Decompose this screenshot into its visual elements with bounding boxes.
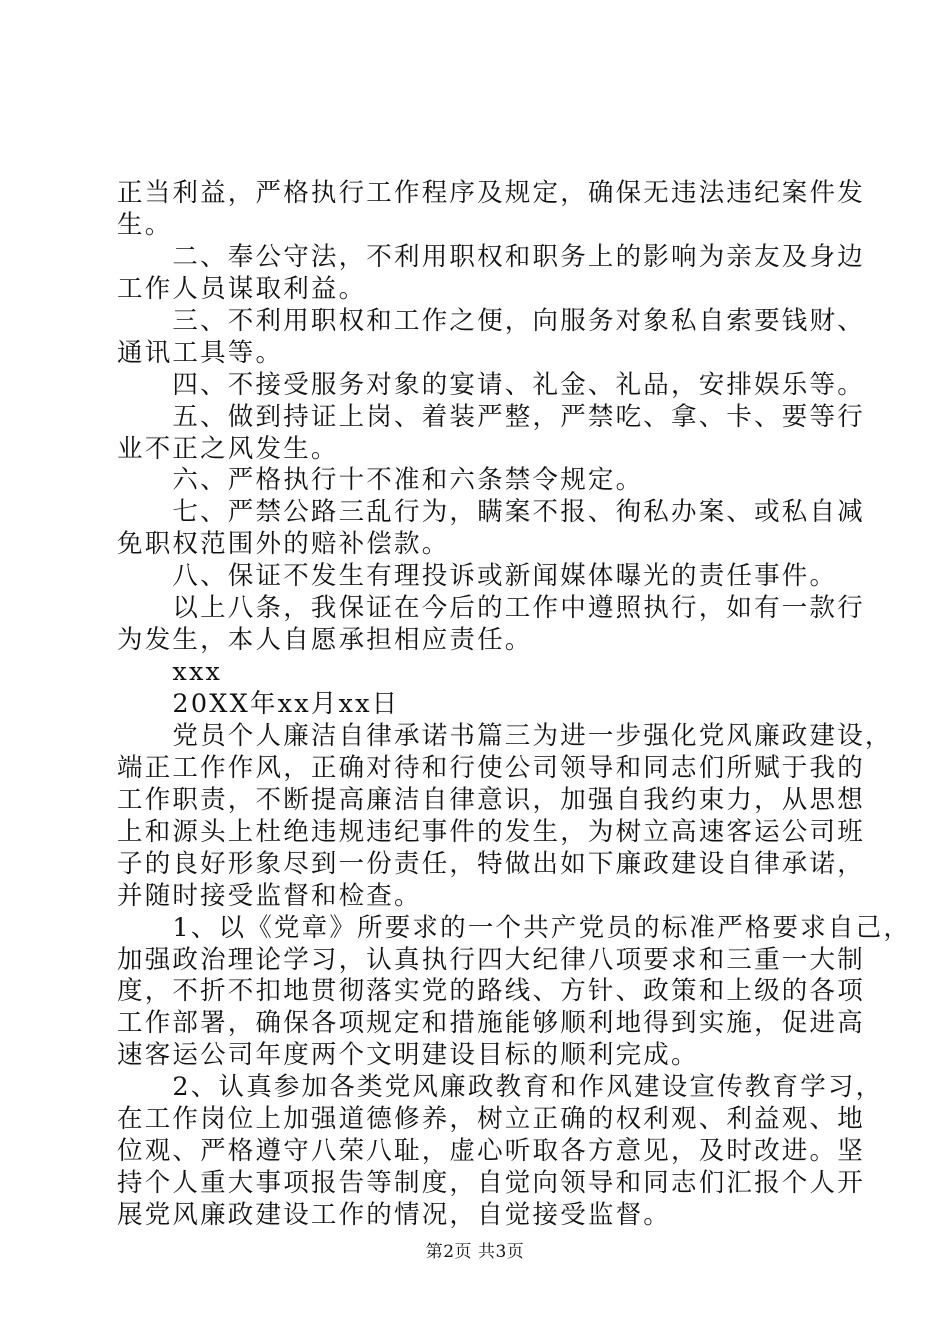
signature-name: xxx — [117, 657, 223, 688]
text-line: 为发生，本人自愿承担相应责任。 — [117, 625, 533, 656]
text-line: 工作职责，不断提高廉洁自律意识，加强自我约束力，从思想 — [117, 784, 865, 815]
text-line: 八、保证不发生有理投诉或新闻媒体曝光的责任事件。 — [117, 561, 838, 592]
text-line: 免职权范围外的赔补偿款。 — [117, 529, 450, 560]
text-line: 三、不利用职权和工作之便，向服务对象私自索要钱财、 — [117, 305, 865, 336]
text-line: 工作部署，确保各项规定和措施能够顺利地得到实施，促进高 — [117, 1008, 865, 1039]
text-line: 2、认真参加各类党风廉政教育和作风建设宣传教育学习， — [117, 1072, 884, 1103]
text-line: 位观、严格遵守八荣八耻，虚心听取各方意见，及时改进。坚 — [117, 1136, 865, 1167]
text-line: 六、严格执行十不准和六条禁令规定。 — [117, 465, 644, 496]
text-line: 以上八条，我保证在今后的工作中遵照执行，如有一款行 — [117, 593, 865, 624]
text-line: 持个人重大事项报告等制度，自觉向领导和同志们汇报个人开 — [117, 1168, 865, 1199]
text-line: 业不正之风发生。 — [117, 433, 339, 464]
text-line: 度，不折不扣地贯彻落实党的路线、方针、政策和上级的各项 — [117, 976, 865, 1007]
text-line: 并随时接受监督和检查。 — [117, 880, 422, 911]
text-line: 速客运公司年度两个文明建设目标的顺利完成。 — [117, 1040, 699, 1071]
text-line: 党员个人廉洁自律承诺书篇三为进一步强化党风廉政建设， — [117, 720, 893, 751]
text-line: 端正工作作风，正确对待和行使公司领导和同志们所赋于我的 — [117, 752, 865, 783]
text-line: 四、不接受服务对象的宴请、礼金、礼品，安排娱乐等。 — [117, 369, 865, 400]
text-line: 子的良好形象尽到一份责任，特做出如下廉政建设自律承诺， — [117, 848, 865, 879]
page-number: 第2页 共3页 — [425, 1242, 525, 1262]
text-line: 在工作岗位上加强道德修养，树立正确的权利观、利益观、地 — [117, 1104, 865, 1135]
text-line: 二、奉公守法，不利用职权和职务上的影响为亲友及身边 — [117, 241, 865, 272]
text-line: 七、严禁公路三乱行为，瞒案不报、徇私办案、或私自减 — [117, 497, 865, 528]
text-line: 五、做到持证上岗、着装严整，严禁吃、拿、卡、要等行 — [117, 401, 865, 432]
text-line: 1、以《党章》所要求的一个共产党员的标准严格要求自己， — [117, 912, 912, 943]
text-line: 工作人员谋取利益。 — [117, 273, 367, 304]
text-line: 加强政治理论学习，认真执行四大纪律八项要求和三重一大制 — [117, 944, 865, 975]
text-line: 正当利益，严格执行工作程序及规定，确保无违法违纪案件发 — [117, 178, 865, 208]
text-line: 生。 — [117, 209, 173, 240]
signature-date: 20XX年xx月xx日 — [117, 689, 400, 720]
text-line: 通讯工具等。 — [117, 337, 284, 368]
text-line: 展党风廉政建设工作的情况，自觉接受监督。 — [117, 1200, 672, 1231]
text-line: 上和源头上杜绝违规违纪事件的发生，为树立高速客运公司班 — [117, 816, 865, 847]
